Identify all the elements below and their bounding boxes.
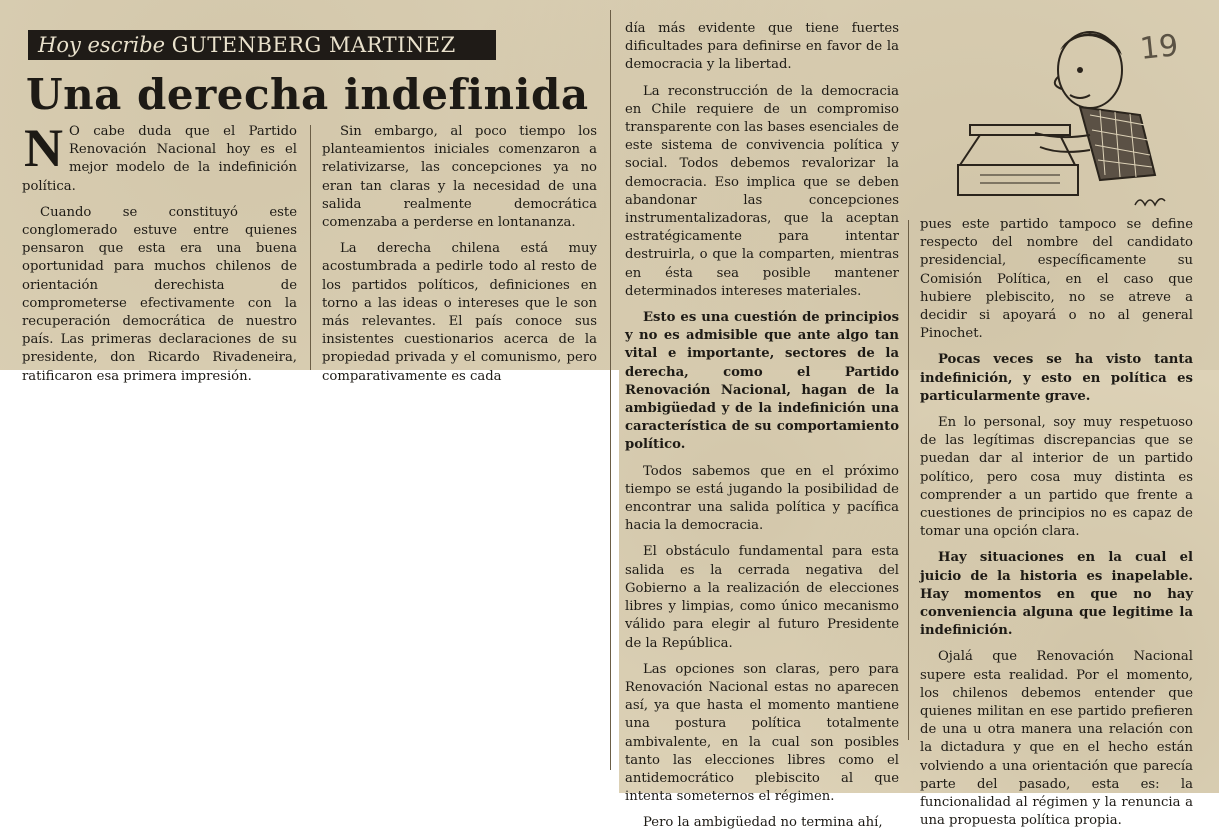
paragraph: Cuando se constituyó este conglomerado estuve entre quienes pensaron que esta era una buena oportunidad para muchos chilenos de orientación derechista de comprometerse efectivamente con la recuperación democrática de nuestro país. Las primeras declaraciones de su presidente, don Ricardo Rivadeneira, ratificaron esa primera impresión. — [22, 204, 297, 384]
paragraph: En lo personal, soy muy respetuoso de las legítimas discrepancias que se puedan dar al interior de un partido político, pero cosa muy distinta es comprender a un partido que frente a cuestiones de principios no es capaz de tomar una opción clara. — [920, 415, 1193, 540]
paragraph: Las opciones son claras, pero para Renovación Nacional estas no aparecen así, ya que hasta el momento mantiene una postura política totalmente ambivalente, en la cual son posibles tanto las elecciones libres como el antidemocrático plebiscito al que intenta someternos el régimen. — [625, 661, 899, 805]
article-column-2 — [322, 123, 597, 384]
column-rule — [310, 125, 311, 370]
kicker-author: GUTENBERG MARTINEZ — [171, 33, 456, 57]
paragraph-bold: Esto es una cuestión de principios y no es admisible que ante algo tan vital e importante, sectores de la derecha, como el Partido Renovación Nacional, hagan de la ambigüedad y de la indefinición una característica de su comportamiento político. — [625, 310, 899, 453]
kicker-prefix: Hoy escribe — [38, 33, 166, 57]
paragraph: La reconstrucción de la democracia en Chile requiere de un compromiso transparente con las bases esenciales de este sistema de convivencia política y social. Todos debemos revalorizar la democracia. Eso implica que se deben abandonar las concepciones instrumentalizadoras, que la aceptan estratégicamente para intentar destruirla, o que la comparten, mientras en ésta sea posible mantener determinados intereses materiales. — [625, 83, 899, 299]
article-column-3 — [625, 20, 899, 831]
handwritten-page-number: 19 — [1138, 28, 1180, 67]
headline: Una derecha indefinida — [26, 70, 589, 119]
paragraph: La derecha chilena está muy acostumbrada a pedirle todo al resto de los partidos políticos, definiciones en torno a las ideas o intereses que le son más relevantes. El país conoce sus insistentes cuestionarios acerca de la propiedad privada y el comunismo, pero comparativamente es cada — [322, 241, 597, 384]
paragraph-bold: Pocas veces se ha visto tanta indefinición, y esto en política es particularmente grave. — [920, 352, 1193, 404]
drop-cap: N — [24, 118, 63, 178]
article-column-4 — [920, 216, 1193, 829]
article-column-1 — [22, 118, 297, 384]
paragraph: Sin embargo, al poco tiempo los planteamientos iniciales comenzaron a relativizarse, las concepciones ya no eran tan claras y la necesidad de una salida realmente democrática comenzaba a perderse en lontananza. — [322, 124, 597, 231]
paragraph: El obstáculo fundamental para esta salida es la cerrada negativa del Gobierno a la realización de elecciones libres y limpias, como único mecanismo válido para elegir al futuro Presidente de la República. — [625, 544, 899, 651]
column-rule — [908, 220, 909, 740]
paragraph — [22, 118, 297, 196]
column-rule — [610, 10, 611, 770]
author-kicker — [28, 30, 496, 60]
paragraph: pues este partido tampoco se define respecto del nombre del candidato presidencial, específicamente su Comisión Política, en el caso que hubiere plebiscito, no se atreve a decidir si apoyará o no al general Pinochet. — [920, 217, 1193, 342]
paragraph: Todos sabemos que en el próximo tiempo se está jugando la posibilidad de encontrar una salida política y pacífica hacia la democracia. — [625, 463, 899, 534]
paragraph: Pero la ambigüedad no termina ahí, — [643, 815, 883, 831]
blank-area — [0, 370, 619, 793]
paragraph-text: O cabe duda que el Partido Renovación Nacional hoy es el mejor modelo de la indefinición política. — [22, 124, 297, 194]
paragraph: Ojalá que Renovación Nacional supere esta realidad. Por el momento, los chilenos debemos entender que quienes militan en ese partido prefieren de una u otra manera una relación con la dictadura y que en el hecho están volviendo a una orientación que parecía parte del pasado, esta es: la funcionalidad al régimen y la renuncia a una propuesta política propia. — [920, 649, 1193, 829]
paragraph: día más evidente que tiene fuertes dificultades para definirse en favor de la democracia y la libertad. — [625, 21, 899, 73]
paragraph-bold: Hay situaciones en la cual el juicio de la historia es inapelable. Hay momentos en que no hay conveniencia alguna que legitime la indefinición. — [920, 550, 1193, 639]
